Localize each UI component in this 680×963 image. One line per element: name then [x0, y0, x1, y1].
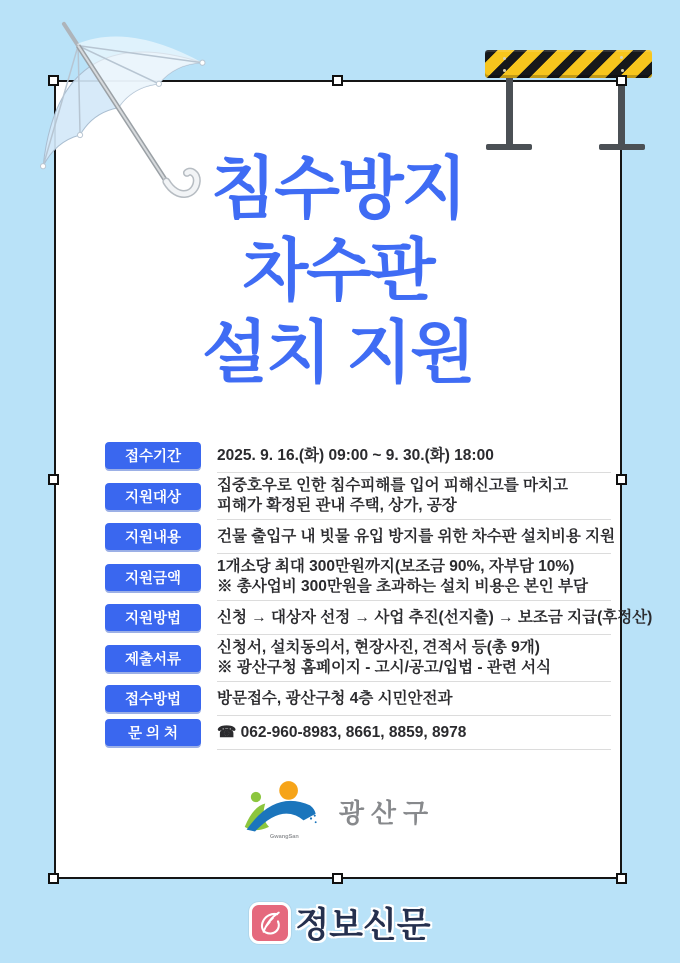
row-divider [217, 600, 611, 601]
selection-handle-bottom-left[interactable] [48, 873, 59, 884]
row-content [217, 476, 611, 516]
umbrella-icon [0, 6, 252, 266]
table-row [105, 523, 616, 550]
row-label-badge: 접수방법 [105, 685, 201, 712]
row-text-line: 1개소당 최대 300만원까지(보조금 90%, 자부담 10%) [217, 558, 575, 575]
row-text-line: 신청 → 대상자 선정 → 사업 추진(선지출) → 보조금 지급(후정산) [217, 608, 653, 626]
table-row [105, 638, 611, 678]
barrier-left-leg [506, 77, 513, 147]
gwangsan-gu-logo-icon [241, 778, 325, 844]
org-logo [56, 778, 620, 844]
row-text-line: ※ 총사업비 300만원을 초과하는 설치 비용은 본인 부담 [217, 578, 588, 595]
row-content [217, 446, 611, 466]
row-divider [217, 634, 611, 635]
row-text-line: ☎ 062-960-8983, 8661, 8859, 8978 [217, 723, 467, 741]
row-content [217, 608, 652, 628]
row-text-line: 피해가 확정된 관내 주택, 상가, 공장 [217, 497, 457, 514]
row-label-badge: 지원대상 [105, 483, 201, 510]
row-label-badge: 지원금액 [105, 564, 201, 591]
row-label-badge: 지원내용 [105, 523, 201, 550]
row-content [217, 557, 611, 597]
table-row [105, 442, 611, 469]
title-line-3: 설치 지원 [202, 315, 474, 391]
org-name-label: 광산구 [338, 797, 436, 828]
row-label-badge: 접수기간 [105, 442, 201, 469]
table-row [105, 685, 611, 712]
selection-handle-middle-right[interactable] [616, 474, 627, 485]
row-text-line: 신청서, 설치동의서, 현장사진, 견적서 등(총 9개) [217, 639, 540, 656]
row-divider [217, 749, 611, 750]
row-content [217, 638, 611, 678]
row-label-badge: 문 의 처 [105, 719, 201, 746]
row-divider [217, 715, 611, 716]
row-divider [217, 681, 611, 682]
barrier-striped-bar [485, 50, 652, 78]
row-content [217, 527, 615, 547]
watermark-label: 정보신문 [295, 906, 431, 945]
row-text-line: ※ 광산구청 홈페이지 - 고시/공고/입법 - 관련 서식 [217, 659, 552, 676]
row-divider [217, 519, 611, 520]
table-row [105, 604, 653, 631]
quill-icon [249, 902, 291, 944]
row-content [217, 689, 611, 709]
row-label-badge: 제출서류 [105, 645, 201, 672]
selection-handle-bottom-right[interactable] [616, 873, 627, 884]
newspaper-watermark [0, 898, 680, 948]
title-line-1: 침수방지 [210, 151, 466, 227]
row-text-line: 방문접수, 광산구청 4층 시민안전과 [217, 689, 453, 707]
org-latin-label: GwangSan [269, 834, 299, 841]
barrier-right-foot [599, 144, 645, 150]
selection-handle-middle-left[interactable] [48, 474, 59, 485]
table-row [105, 476, 611, 516]
table-row [105, 719, 611, 746]
selection-handle-top-right[interactable] [616, 75, 627, 86]
row-text-line: 건물 출입구 내 빗물 유입 방지를 위한 차수판 설치비용 지원 [217, 527, 616, 545]
selection-handle-top-center[interactable] [332, 75, 343, 86]
barrier-left-foot [486, 144, 532, 150]
row-content [217, 723, 611, 743]
barrier-right-leg [618, 77, 625, 147]
row-text-line: 집중호우로 인한 침수피해를 입어 피해신고를 마치고 [217, 477, 568, 494]
info-table [105, 442, 653, 753]
row-divider [217, 472, 611, 473]
title-line-2: 차수판 [242, 233, 434, 309]
row-divider [217, 553, 611, 554]
row-text-line: 2025. 9. 16.(화) 09:00 ~ 9. 30.(화) 18:00 [217, 446, 494, 464]
selection-handle-bottom-center[interactable] [332, 873, 343, 884]
table-row [105, 557, 611, 597]
row-label-badge: 지원방법 [105, 604, 201, 631]
